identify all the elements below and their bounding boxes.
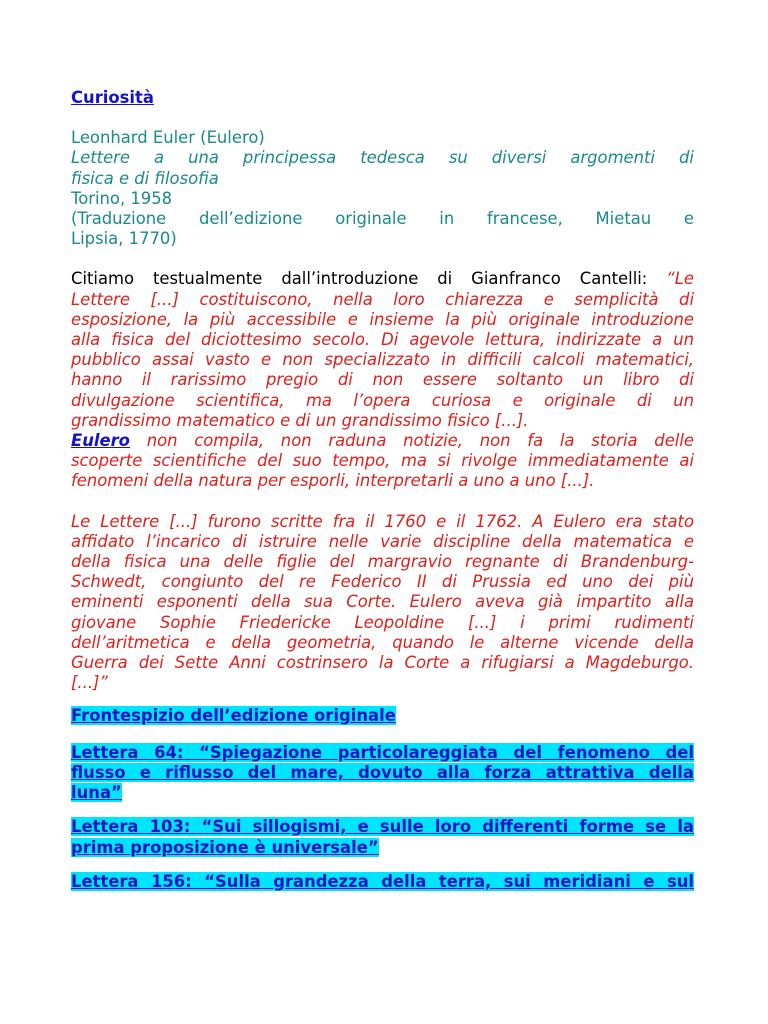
quote-line: pubblico assai vasto e non specializzato in difficili calcoli matematici, [71, 350, 694, 370]
quote-line: scoperte scientifiche del suo tempo, ma si rivolge immediatamente ai [71, 451, 694, 471]
letter-links [71, 706, 694, 891]
letter-link-text[interactable]: prima proposizione è universale” [71, 837, 379, 857]
quote-start: “Le [666, 269, 694, 289]
book-info [71, 128, 694, 249]
letter-link-line[interactable] [71, 783, 694, 803]
quote-part-1 [71, 290, 694, 431]
book-author: Leonhard Euler (Eulero) [71, 128, 265, 148]
quote-line: Schwedt, congiunto del re Federico II di Prussia ed uno dei più [71, 572, 694, 592]
letter-link-line[interactable] [71, 763, 694, 783]
eulero-link[interactable]: Eulero [71, 431, 130, 451]
quote-line: affidato l’incarico di istruire nelle varie discipline della matematica e [71, 531, 694, 551]
book-title-line1: Lettere a una principessa tedesca su diversi argomenti di [71, 148, 694, 168]
intro-lead-line [71, 269, 694, 289]
quote-line: eminenti esponenti della sua Corte. Eulero aveva già impartito alla [71, 592, 694, 612]
letter-link-line[interactable] [71, 838, 694, 858]
quote-part-2 [71, 451, 694, 491]
eulero-line [71, 431, 694, 451]
letter-link-line[interactable] [71, 706, 694, 726]
book-note-line1: (Traduzione dell’edizione originale in francese, Mietau e [71, 209, 694, 229]
letter-link-line[interactable] [71, 817, 694, 837]
quote-line: alla fisica del diciottesimo secolo. Di agevole lettura, indirizzate a un [71, 330, 694, 350]
quote-line: Guerra dei Sette Anni costrinsero la Corte a rifugiarsi a Magdeburgo. [71, 653, 694, 673]
quote-line: Lettere [...] costituiscono, nella loro chiarezza e semplicità di [71, 289, 694, 309]
quote-line: dell’aritmetica e della geometria, quando le alterne vicende della [71, 632, 694, 652]
letter-link-text[interactable]: Frontespizio dell’edizione originale [71, 706, 396, 726]
letter-link-text[interactable]: flusso e riflusso del mare, dovuto alla forza attrattiva della [71, 762, 694, 782]
intro-lead: Citiamo testualmente dall’introduzione di Gianfranco Cantelli: [71, 269, 667, 289]
quote-line: giovane Sophie Friedericke Leopoldine [...] i primi rudimenti [71, 612, 694, 632]
letter-link[interactable] [71, 743, 694, 804]
letter-link-line[interactable] [71, 743, 694, 763]
letter-link-text[interactable]: Lettera 156: “Sulla grandezza della terra, sui meridiani e sul [71, 871, 694, 891]
letter-link[interactable] [71, 872, 694, 892]
letter-link-text[interactable]: Lettera 103: “Sui sillogismi, e sulle loro differenti forme se la [71, 817, 694, 837]
letter-link[interactable] [71, 817, 694, 857]
quote-line: esposizione, la più accessibile e insieme la più originale introduzione [71, 309, 694, 329]
heading-row [71, 88, 694, 108]
letter-link-line[interactable] [71, 872, 694, 892]
document-page [71, 88, 694, 892]
curiosita-link[interactable]: Curiosità [71, 88, 154, 107]
book-note-line2: Lipsia, 1770) [71, 229, 177, 249]
letter-link-text[interactable]: luna” [71, 783, 122, 803]
quote-part-2-first: non compila, non raduna notizie, non fa la storia delle [129, 431, 694, 451]
quote-part-3 [71, 512, 694, 694]
quote-line: hanno il rarissimo pregio di non essere soltanto un libro di [71, 370, 694, 390]
letter-link-text[interactable]: Lettera 64: “Spiegazione particolareggiata del fenomeno del [71, 742, 694, 762]
book-title-line2: fisica e di filosofia [71, 168, 219, 188]
letter-link[interactable] [71, 706, 694, 726]
quote-line: divulgazione scientifica, ma l’opera curiosa e originale di un [71, 390, 694, 410]
book-publication: Torino, 1958 [71, 188, 173, 208]
quote-line: [...]” [71, 673, 108, 693]
quote-line: della fisica una delle figlie del margravio regnante di Brandenburg- [71, 552, 694, 572]
quote-line: grandissimo matematico e di un grandissimo fisico [...]. [71, 410, 529, 430]
intro-paragraph [71, 269, 694, 491]
quote-line: Le Lettere [...] furono scritte fra il 1760 e il 1762. A Eulero era stato [71, 511, 694, 531]
quote-line: fenomeni della natura per esporli, interpretarli a uno a uno [...]. [71, 471, 595, 491]
